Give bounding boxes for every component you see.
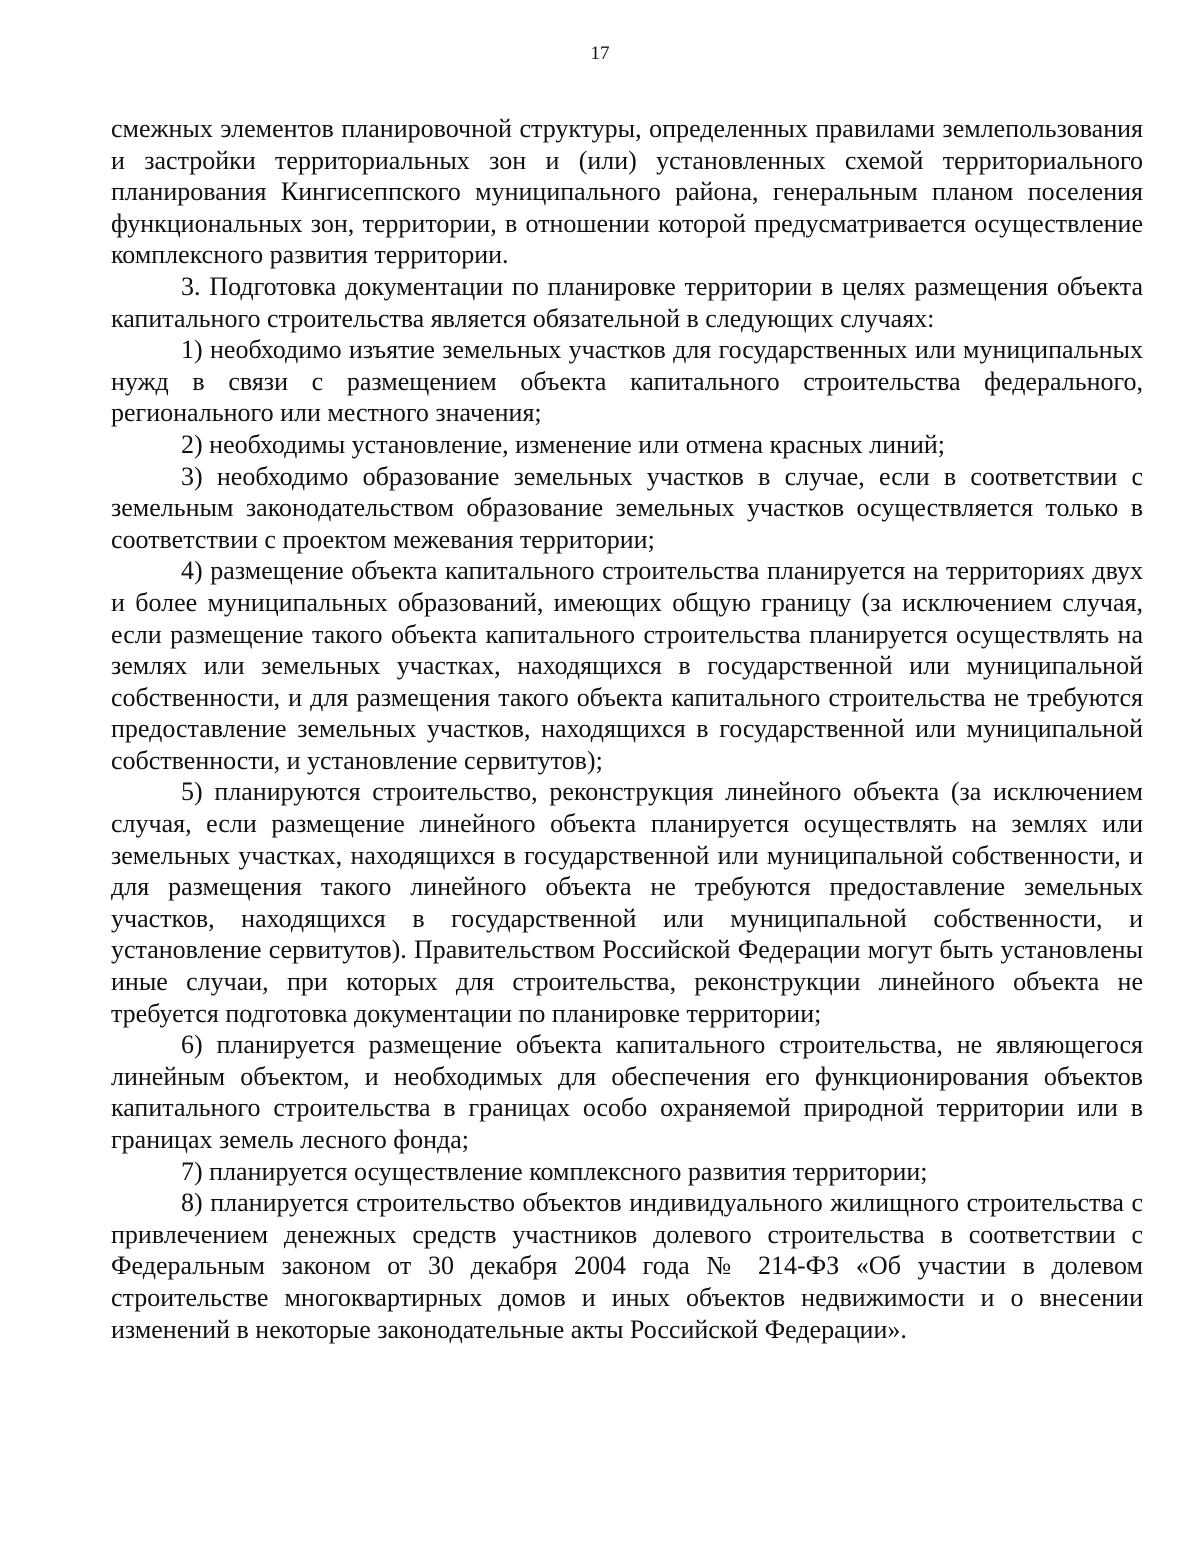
list-item-6: 6) планируется размещение объекта капитального строительства, не являющегося линейным объектом, и необходимых для обеспечения его функционирования объектов капитального строительства в границах особо охраняемой природной территории или в границах земель лесного фонда; [111, 1030, 1143, 1154]
list-item-4: 4) размещение объекта капитального строительства планируется на территориях двух и более муниципальных образований, имеющих общую границу (за исключением случая, если размещение такого объекта капитального строительства планируется осуществлять на землях или земельных участках, находящихся в государственной или муниципальной собственности, и для размещения такого объекта капитального строительства не требуются предоставление земельных участков, находящихся в государственной или муниципальной собственности, и установление сервитутов); [111, 556, 1143, 775]
list-item-3: 3) необходимо образование земельных участков в случае, если в соответствии с земельным законодательством образование земельных участков осуществляется только в соответствии с проектом межевания территории; [111, 461, 1143, 554]
list-item-2: 2) необходимы установление, изменение или отмена красных линий; [181, 429, 946, 459]
page-number: 17 [590, 43, 610, 64]
list-item-5: 5) планируются строительство, реконструкция линейного объекта (за исключением случая, если размещение линейного объекта планируется осуществлять на землях или земельных участках, находящихся в государственной или муниципальной собственности, и для размещения такого линейного объекта не требуются предоставление земельных участков, находящихся в государственной или муниципальной собственности, и установление сервитутов). Правительством Российской Федерации могут быть установлены иные случаи, при которых для строительства, реконструкции линейного объекта не требуется подготовка документации по планировке территории; [111, 777, 1143, 1028]
document-body [111, 113, 1143, 1345]
paragraph-continuation: смежных элементов планировочной структуры, определенных правилами землепользования и застройки территориальных зон и (или) установленных схемой территориального планирования Кингисеппского муниципального района, генеральным планом поселения функциональных зон, территории, в отношении которой предусматривается осуществление комплексного развития территории. [111, 114, 1143, 270]
list-item-7: 7) планируется осуществление комплексного развития территории; [181, 1156, 928, 1186]
list-item-8: 8) планируется строительство объектов индивидуального жилищного строительства с привлечением денежных средств участников долевого строительства в соответствии с Федеральным законом от 30 декабря 2004 года № 214-ФЗ «Об участии в долевом строительстве многоквартирных домов и иных объектов недвижимости и о внесении изменений в некоторые законодательные акты Российской Федерации». [111, 1188, 1143, 1344]
paragraph-clause-3: 3. Подготовка документации по планировке территории в целях размещения объекта капитального строительства является обязательной в следующих случаях: [111, 271, 1143, 333]
list-item-1: 1) необходимо изъятие земельных участков для государственных или муниципальных нужд в связи с размещением объекта капитального строительства федерального, регионального или местного значения; [111, 335, 1143, 428]
